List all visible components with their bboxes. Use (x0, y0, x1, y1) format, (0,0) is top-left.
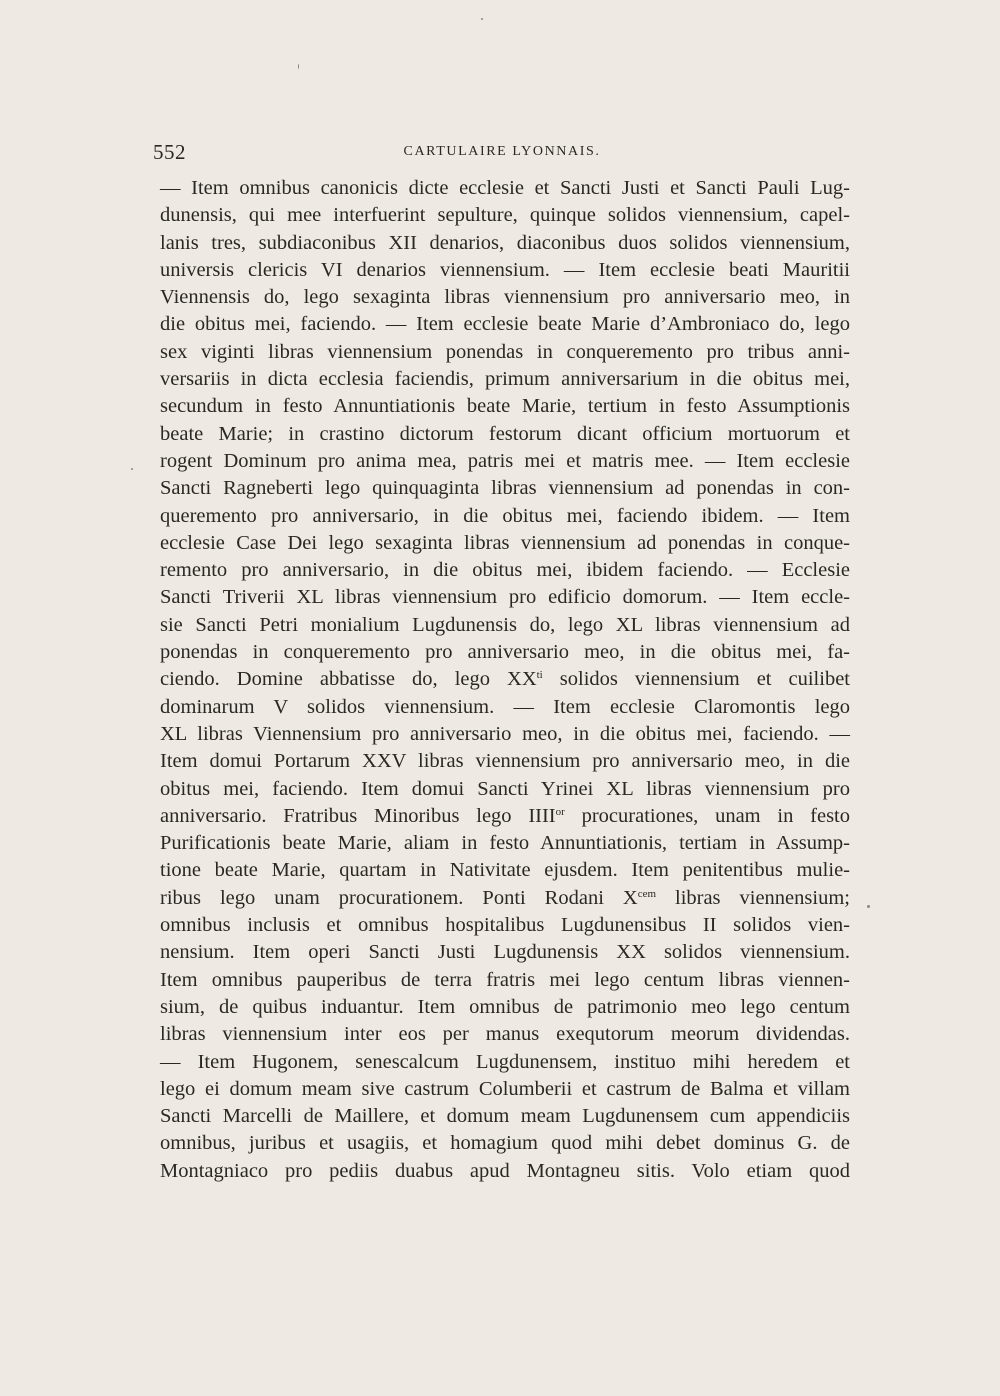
text-line: ecclesie Case Dei lego sexaginta libras viennensium ad ponendas in conque- (160, 531, 850, 554)
text-line: libras viennensium inter eos per manus exequtorum meorum dividendas. (160, 1023, 850, 1046)
text-line: Item omnibus pauperibus de terra fratris mei lego centum libras viennen- (160, 968, 850, 991)
superscript-abbreviation: cem (637, 887, 657, 900)
text-line: dunensis, qui mee interfuerint sepulture, quinque solidos viennensium, capel- (160, 204, 850, 227)
text-line: queremento pro anniversario, in die obitus mei, faciendo ibidem. — Item (160, 504, 850, 527)
text-line: XL libras Viennensium pro anniversario meo, in die obitus mei, faciendo. — (160, 722, 850, 745)
scan-speck (867, 905, 870, 908)
text-line: universis clericis VI denarios viennensium. — Item ecclesie beati Mauritii (160, 258, 850, 281)
text-line: Purificationis beate Marie, aliam in festo Annuntiationis, tertiam in Assump- (160, 832, 850, 855)
text-line: ribus lego unam procurationem. Ponti Rodani $X^{cem}$ libras viennensium; (160, 886, 850, 909)
text-line: Sancti Triverii XL libras viennensium pro edificio domorum. — Item eccle- (160, 586, 850, 609)
text-line: secundum in festo Annuntiationis beate Marie, tertium in festo Assumptionis (160, 395, 850, 418)
text-line: die obitus mei, faciendo. — Item ecclesie beate Marie d’Ambroniaco do, lego (160, 313, 850, 336)
scan-speck (298, 64, 299, 69)
text-line: tione beate Marie, quartam in Nativitate ejusdem. Item penitentibus mulie- (160, 859, 850, 882)
text-line: — Item Hugonem, senescalcum Lugdunensem, instituo mihi heredem et (160, 1050, 850, 1073)
text-line: ponendas in conqueremento pro anniversario meo, in die obitus mei, fa- (160, 641, 850, 664)
text-line: Item domui Portarum XXV libras viennensium pro anniversario meo, in die (160, 750, 850, 773)
text-line: beate Marie; in crastino dictorum festorum dicant officium mortuorum et (160, 422, 850, 445)
page-header (153, 137, 851, 167)
superscript-abbreviation: ti (536, 669, 543, 682)
text-line: sex viginti libras viennensium ponendas in conqueremento pro tribus anni- (160, 340, 850, 363)
text-line: ciendo. Domine abbatisse do, lego $XX^{ti}$ solidos viennensium et cuilibet (160, 668, 850, 691)
text-line: lanis tres, subdiaconibus XII denarios, diaconibus duos solidos viennensium, (160, 231, 850, 254)
page-number: 552 (153, 140, 186, 164)
text-line: Viennensis do, lego sexaginta libras viennensium pro anniversario meo, in (160, 286, 850, 309)
text-line: Montagniaco pro pediis duabus apud Montagneu sitis. Volo etiam quod (160, 1159, 850, 1182)
scan-speck (131, 468, 133, 470)
text-line: rogent Dominum pro anima mea, patris mei et matris mee. — Item ecclesie (160, 449, 850, 472)
text-line: nensium. Item operi Sancti Justi Lugdunensis XX solidos viennensium. (160, 941, 850, 964)
text-line: versariis in dicta ecclesia faciendis, primum anniversarium in die obitus mei, (160, 368, 850, 391)
superscript-abbreviation: or (555, 805, 565, 818)
text-line: Sancti Ragneberti lego quinquaginta libras viennensium ad ponendas in con- (160, 477, 850, 500)
body-text (160, 175, 850, 1185)
text-line: dominarum V solidos viennensium. — Item ecclesie Claromontis lego (160, 695, 850, 718)
running-title: CARTULAIRE LYONNAIS. (403, 144, 601, 159)
text-line: sie Sancti Petri monialium Lugdunensis do, lego XL libras viennensium ad (160, 613, 850, 636)
text-line: lego ei domum meam sive castrum Columberii et castrum de Balma et villam (160, 1077, 850, 1100)
text-line: sium, de quibus induantur. Item omnibus de patrimonio meo lego centum (160, 995, 850, 1018)
text-line: obitus mei, faciendo. Item domui Sancti Yrinei XL libras viennensium pro (160, 777, 850, 800)
scan-speck (481, 18, 483, 20)
text-line: omnibus, juribus et usagiis, et homagium quod mihi debet dominus G. de (160, 1132, 850, 1155)
text-line: Sancti Marcelli de Maillere, et domum meam Lugdunensem cum appendiciis (160, 1105, 850, 1128)
text-line: remento pro anniversario, in die obitus mei, ibidem faciendo. — Ecclesie (160, 559, 850, 582)
text-line: — Item omnibus canonicis dicte ecclesie et Sancti Justi et Sancti Pauli Lug- (160, 177, 850, 199)
text-line: omnibus inclusis et omnibus hospitalibus Lugdunensibus II solidos vien- (160, 914, 850, 937)
text-line: anniversario. Fratribus Minoribus lego $IIII^{or}$ procurationes, unam in festo (160, 804, 850, 827)
